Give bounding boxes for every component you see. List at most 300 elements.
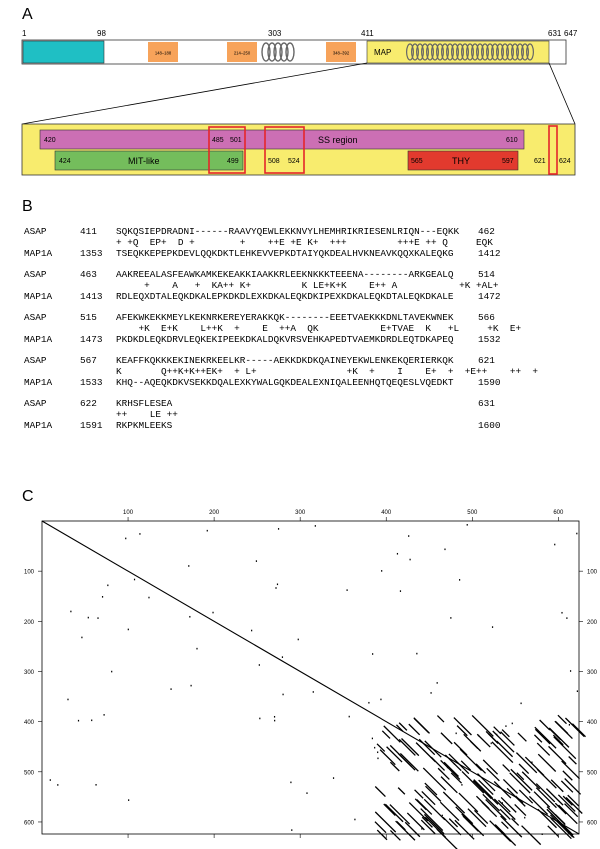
dotplot-segment bbox=[486, 800, 507, 820]
dotplot-dot bbox=[430, 692, 431, 694]
dotplot-segment bbox=[497, 741, 513, 757]
dotplot-segment bbox=[487, 794, 498, 805]
match-line bbox=[24, 366, 584, 377]
dotplot-segment bbox=[540, 720, 550, 730]
dotplot-dot bbox=[459, 579, 460, 581]
sequence-residues: PKDKDLEQKDRVLEQKEKIPEEKDKALDQKVRSVEHKAPEDTVAEMKDRDLEQTDKAPEQ bbox=[116, 334, 454, 345]
dotplot-dot bbox=[290, 782, 291, 784]
dotplot-segment bbox=[546, 789, 563, 806]
match-line bbox=[24, 280, 584, 291]
map-label: MAP bbox=[374, 48, 392, 57]
tick-303: 303 bbox=[268, 29, 282, 38]
dotplot-segment bbox=[558, 715, 567, 723]
dotplot-segment bbox=[440, 802, 459, 820]
dotplot-dot bbox=[50, 779, 51, 781]
dotplot-segment bbox=[390, 745, 412, 766]
dotplot-segment bbox=[421, 820, 435, 834]
dotplot-segment bbox=[516, 753, 536, 773]
match-line bbox=[24, 323, 584, 334]
dotplot-segment bbox=[534, 792, 550, 808]
dotplot-segment bbox=[377, 830, 387, 840]
dotplot-dot bbox=[444, 549, 445, 551]
dotplot-dot bbox=[313, 691, 314, 693]
dotplot-segment bbox=[459, 793, 478, 812]
dotplot-segment bbox=[535, 727, 556, 748]
dotplot-segment bbox=[516, 796, 523, 803]
dotplot-dot bbox=[88, 617, 89, 619]
alignment-block bbox=[24, 398, 584, 431]
dotplot-dot bbox=[111, 671, 112, 673]
sequence-name: ASAP bbox=[24, 398, 47, 409]
thy-end: 597 bbox=[502, 158, 514, 165]
dotplot-segment bbox=[384, 726, 401, 742]
dotplot-segment bbox=[555, 721, 573, 738]
bot-sequence-line bbox=[24, 248, 584, 259]
dotplot-segment bbox=[553, 735, 563, 745]
dotplot-dot bbox=[277, 583, 278, 585]
dotplot-segment bbox=[529, 796, 547, 814]
dotplot-segment bbox=[425, 817, 445, 837]
dotplot-dot bbox=[410, 559, 411, 561]
dotplot-segment bbox=[390, 805, 410, 825]
dotplot-segment bbox=[478, 774, 496, 791]
alignment-block bbox=[24, 226, 584, 259]
dotplot-segment bbox=[538, 809, 557, 828]
tick-98: 98 bbox=[97, 29, 106, 38]
dotplot-segment bbox=[551, 780, 563, 792]
dotplot-segment bbox=[501, 822, 508, 829]
dotplot-segment bbox=[398, 754, 415, 771]
box1-start: 485 bbox=[212, 137, 224, 144]
dotplot-segment bbox=[460, 749, 482, 770]
sequence-name: ASAP bbox=[24, 269, 47, 280]
box1-end: 501 bbox=[230, 137, 242, 144]
dotplot-segment bbox=[561, 781, 573, 792]
dotplot-dot bbox=[524, 817, 525, 819]
dotplot-segment bbox=[547, 809, 557, 819]
dotplot-segment bbox=[490, 821, 511, 842]
sequence-name: ASAP bbox=[24, 226, 47, 237]
sequence-start: 1353 bbox=[80, 248, 103, 259]
dotplot-segment bbox=[457, 726, 467, 736]
dotplot-dot bbox=[421, 828, 422, 830]
dotplot-dot bbox=[346, 589, 347, 591]
dotplot-segment bbox=[477, 734, 490, 747]
dotplot-segment bbox=[511, 769, 532, 790]
dotplot-tick-label: 500 bbox=[467, 510, 478, 516]
dotplot-segment bbox=[558, 795, 575, 812]
match-line bbox=[24, 237, 584, 248]
dotplot-segment bbox=[438, 768, 449, 779]
dotplot-segment bbox=[554, 737, 576, 759]
dotplot-dot bbox=[306, 792, 307, 794]
alignment-block bbox=[24, 312, 584, 345]
sequence-name: MAP1A bbox=[24, 291, 53, 302]
sequence-end: 1590 bbox=[478, 377, 501, 388]
dotplot-segment bbox=[562, 761, 580, 779]
dotplot-segment bbox=[501, 732, 515, 746]
dotplot-segment bbox=[476, 796, 489, 809]
dotplot-segment bbox=[551, 813, 573, 835]
dotplot-dot bbox=[491, 743, 492, 745]
dotplot-tick-label: 100 bbox=[23, 569, 34, 576]
dotplot-tick-label: 600 bbox=[587, 820, 598, 827]
dotplot-dot bbox=[566, 617, 567, 619]
dotplot-segment bbox=[536, 788, 556, 808]
dotplot-segment bbox=[454, 718, 472, 735]
alignment-block bbox=[24, 269, 584, 302]
dotplot-segment bbox=[550, 815, 572, 837]
dotplot-dot bbox=[189, 616, 190, 618]
dotplot-dot bbox=[520, 703, 521, 705]
sequence-end: 566 bbox=[478, 312, 495, 323]
dotplot-dot bbox=[437, 682, 438, 684]
dotplot-segment bbox=[454, 763, 461, 770]
box2-start: 508 bbox=[268, 158, 280, 165]
sequence-name: ASAP bbox=[24, 355, 47, 366]
dotplot-segment bbox=[422, 817, 432, 827]
dotplot-segment bbox=[536, 784, 555, 802]
dotplot-segment bbox=[559, 805, 578, 824]
dotplot-segment bbox=[502, 730, 509, 737]
dotplot-segment bbox=[445, 755, 455, 765]
dotplot-dot bbox=[107, 585, 108, 587]
sequence-residues: AFEKWKEKKMEYLKEKNRKEREYERAKKQK--------EEETVAEKKKDNLTAVEKWNEK bbox=[116, 312, 454, 323]
orange-box-2-label: 214–250 bbox=[233, 50, 251, 56]
dotplot-segment bbox=[487, 768, 500, 781]
match-symbols: + +Q EP+ D + + ++E +E K+ +++ +++E ++ Q EQK bbox=[116, 237, 493, 248]
dotplot-segment bbox=[423, 768, 445, 790]
dotplot-segment bbox=[572, 724, 585, 737]
dotplot-segment bbox=[488, 734, 498, 744]
dotplot-segment bbox=[385, 804, 403, 822]
dotplot-tick-label: 300 bbox=[23, 669, 34, 676]
dotplot-segment bbox=[519, 790, 532, 803]
dotplot-segment bbox=[415, 790, 424, 799]
dotplot-tick-label: 400 bbox=[381, 510, 392, 516]
right-end: 624 bbox=[559, 158, 571, 165]
dotplot-segment bbox=[396, 725, 403, 732]
zoom-line-left bbox=[22, 63, 367, 124]
dotplot-segment bbox=[556, 721, 568, 733]
dotplot-dot bbox=[408, 535, 409, 537]
dotplot-dot bbox=[148, 597, 149, 599]
sequence-start: 622 bbox=[80, 398, 97, 409]
dotplot-segment bbox=[415, 799, 426, 810]
dotplot-segment bbox=[449, 754, 469, 774]
dotplot-segment bbox=[397, 821, 406, 829]
dotplot-segment bbox=[375, 786, 385, 796]
dotplot-segment bbox=[557, 820, 574, 837]
dotplot-dot bbox=[374, 747, 375, 749]
sequence-name: MAP1A bbox=[24, 377, 53, 388]
dotplot-segment bbox=[425, 783, 437, 795]
dotplot-segment bbox=[444, 762, 458, 776]
sequence-name: MAP1A bbox=[24, 334, 53, 345]
tick-1: 1 bbox=[22, 29, 27, 38]
sequence-end: 631 bbox=[478, 398, 495, 409]
dotplot-segment bbox=[565, 779, 581, 795]
dotplot-segment bbox=[486, 731, 498, 743]
dotplot-segment bbox=[390, 762, 399, 771]
dotplot-dot bbox=[128, 799, 129, 801]
dotplot-dot bbox=[531, 761, 532, 763]
match-symbols: K Q++K+K++EK+ + L+ +K + I E+ + +E++ ++ + bbox=[116, 366, 538, 377]
dotplot-segment bbox=[547, 807, 565, 825]
mit-end: 499 bbox=[227, 158, 239, 165]
dotplot-segment bbox=[417, 800, 432, 815]
dotplot-segment bbox=[464, 734, 481, 751]
dotplot-dot bbox=[78, 720, 79, 722]
tick-647: 647 bbox=[564, 29, 578, 38]
dotplot-dot bbox=[333, 777, 334, 779]
dotplot-segment bbox=[405, 822, 420, 837]
dotplot-segment bbox=[483, 794, 500, 811]
dotplot-dot bbox=[67, 699, 68, 701]
dotplot-segment bbox=[549, 728, 560, 739]
dotplot-tick-label: 600 bbox=[23, 820, 34, 827]
dotplot-segment bbox=[519, 764, 529, 774]
dotplot-tick-label: 100 bbox=[123, 510, 134, 516]
dotplot-dot bbox=[542, 833, 543, 835]
dotplot-segment bbox=[399, 723, 407, 731]
dotplot-segment bbox=[503, 765, 510, 772]
dotplot-segment bbox=[548, 826, 559, 837]
dotplot-segment bbox=[551, 818, 572, 839]
dotplot-segment bbox=[422, 791, 435, 804]
dotplot-segment bbox=[512, 818, 519, 825]
ss-region-bar bbox=[40, 130, 524, 149]
sequence-end: 621 bbox=[478, 355, 495, 366]
dotplot-segment bbox=[522, 826, 541, 845]
dotplot-dot bbox=[170, 688, 171, 690]
sequence-start: 1473 bbox=[80, 334, 103, 345]
dotplot-segment bbox=[515, 804, 526, 815]
sequence-residues: KHQ--AQEQKDKVSEKKDQALEXKYWALGQKDEALEXNIQALEENHQTQEQESLVQEDKT bbox=[116, 377, 454, 388]
dotplot-dot bbox=[134, 579, 135, 581]
dotplot-segment bbox=[426, 786, 441, 801]
dotplot-dot bbox=[478, 735, 479, 737]
dotplot-segment bbox=[534, 735, 541, 742]
dotplot-dot bbox=[377, 751, 378, 753]
dotplot-dot bbox=[212, 612, 213, 614]
dotplot-dot bbox=[315, 525, 316, 527]
dotplot-segment bbox=[455, 820, 474, 839]
dotplot-segment bbox=[479, 780, 494, 794]
dotplot-segment bbox=[424, 814, 444, 833]
dotplot-segment bbox=[518, 733, 526, 741]
dotplot-segment bbox=[409, 724, 420, 735]
dotplot-segment bbox=[399, 739, 415, 755]
dotplot-dot bbox=[95, 784, 96, 786]
dotplot-dot bbox=[577, 690, 578, 692]
dotplot-dot bbox=[450, 617, 451, 619]
dotplot-segment bbox=[456, 807, 473, 824]
sequence-start: 567 bbox=[80, 355, 97, 366]
dotplot-segment bbox=[441, 760, 460, 779]
dotplot-segment bbox=[390, 830, 400, 840]
dotplot-dot bbox=[467, 524, 468, 526]
dotplot-segment bbox=[493, 731, 514, 752]
sequence-start: 515 bbox=[80, 312, 97, 323]
sequence-end: 462 bbox=[478, 226, 495, 237]
dotplot-segment bbox=[449, 819, 457, 827]
dotplot-dot bbox=[569, 724, 570, 726]
dotplot-dot bbox=[139, 533, 140, 535]
dotplot-dot bbox=[256, 560, 257, 562]
sequence-residues: AAKREEALASFEAWKAMKEKEAKKIAAKKRLEEKNKKKTEEENA--------ARKGEALQ bbox=[116, 269, 454, 280]
sequence-end: 1600 bbox=[478, 420, 501, 431]
dotplot-segment bbox=[517, 773, 524, 780]
dotplot-dot bbox=[57, 784, 58, 786]
dotplot-segment bbox=[462, 771, 484, 793]
sequence-residues: KRHSFLESEA bbox=[116, 398, 173, 409]
dotplot-dot bbox=[259, 718, 260, 720]
sequence-name: MAP1A bbox=[24, 420, 53, 431]
dotplot-segment bbox=[510, 773, 530, 793]
dotplot-segment bbox=[498, 800, 510, 812]
dotplot-dot bbox=[103, 714, 104, 716]
dotplot-dot bbox=[282, 694, 283, 696]
dotplot-segment bbox=[566, 797, 582, 813]
dotplot-segment bbox=[555, 803, 566, 814]
dotplot-segment bbox=[522, 772, 540, 789]
dotplot-segment bbox=[409, 803, 428, 821]
dotplot-dot bbox=[274, 716, 275, 718]
dotplot-segment bbox=[474, 780, 493, 799]
dotplot-tick-label: 500 bbox=[587, 770, 598, 777]
dotplot-dot bbox=[372, 738, 373, 740]
dotplot-dot bbox=[207, 530, 208, 532]
dotplot-dot bbox=[190, 685, 191, 687]
dotplot-segment bbox=[451, 773, 461, 783]
dotplot-dot bbox=[97, 617, 98, 619]
top-sequence-line bbox=[24, 312, 584, 323]
dotplot-segment bbox=[377, 744, 385, 752]
dotplot-dot bbox=[416, 653, 417, 655]
dotplot-segment bbox=[416, 743, 435, 762]
dotplot-tick-label: 600 bbox=[553, 510, 564, 516]
dotplot-dot bbox=[196, 648, 197, 650]
dotplot-segment bbox=[474, 810, 487, 823]
dotplot-tick-label: 500 bbox=[23, 770, 34, 777]
dotplot-segment bbox=[482, 802, 497, 817]
orange-box-1-label: 148–188 bbox=[154, 50, 172, 56]
dotplot-dot bbox=[372, 653, 373, 655]
top-sequence-line bbox=[24, 398, 584, 409]
dotplot-segment bbox=[476, 764, 486, 773]
sequence-end: 1412 bbox=[478, 248, 501, 259]
dotplot-segment bbox=[495, 825, 505, 834]
dotplot-dot bbox=[442, 815, 443, 817]
dotplot-segment bbox=[537, 769, 556, 788]
dotplot-segment bbox=[483, 760, 497, 774]
dotplot-dot bbox=[282, 656, 283, 658]
sequence-name: ASAP bbox=[24, 312, 47, 323]
dotplot-tick-label: 200 bbox=[587, 619, 598, 626]
dotplot-segment bbox=[384, 804, 396, 815]
sequence-start: 1591 bbox=[80, 420, 103, 431]
orange-box-3-label: 348–392 bbox=[332, 50, 350, 56]
dotplot-dot bbox=[259, 664, 260, 666]
dotplot-dot bbox=[492, 626, 493, 628]
dotplot-dot bbox=[275, 587, 276, 589]
dotplot-dot bbox=[298, 639, 299, 641]
dotplot-segment bbox=[494, 799, 515, 820]
zoom-line-right bbox=[549, 63, 575, 124]
dotplot-segment bbox=[400, 753, 418, 771]
bot-sequence-line bbox=[24, 377, 584, 388]
dotplot-segment bbox=[454, 742, 467, 755]
dotplot-tick-label: 200 bbox=[23, 619, 34, 626]
dotplot-segment bbox=[424, 799, 445, 819]
dotplot-segment bbox=[421, 809, 443, 831]
top-sequence-line bbox=[24, 269, 584, 280]
sequence-name: MAP1A bbox=[24, 248, 53, 259]
bot-sequence-line bbox=[24, 291, 584, 302]
dotplot-dot bbox=[128, 629, 129, 631]
dotplot-dot bbox=[381, 570, 382, 572]
sequence-end: 1472 bbox=[478, 291, 501, 302]
right-start: 621 bbox=[534, 158, 546, 165]
dotplot-dot bbox=[400, 590, 401, 592]
dotplot-dot bbox=[380, 699, 381, 701]
dotplot-tick-label: 400 bbox=[587, 720, 598, 727]
dotplot-segment bbox=[549, 746, 567, 763]
dotplot-segment bbox=[382, 731, 390, 739]
dotplot-dot bbox=[502, 802, 503, 804]
dotplot-segment bbox=[387, 747, 402, 762]
dotplot-diagonal bbox=[42, 521, 579, 834]
sequence-start: 463 bbox=[80, 269, 97, 280]
dotplot-segment bbox=[463, 816, 479, 831]
mit-start: 424 bbox=[59, 158, 71, 165]
dotplot-dot bbox=[461, 784, 462, 786]
dotplot-segment bbox=[443, 792, 464, 813]
dotplot-segment bbox=[419, 739, 435, 754]
bot-sequence-line bbox=[24, 420, 584, 431]
match-symbols: ++ LE ++ bbox=[116, 409, 178, 420]
dotplot-segment bbox=[431, 757, 444, 770]
ss-label: SS region bbox=[318, 135, 358, 145]
sequence-residues: SQKQSIEPDRADNI------RAAVYQEWLEKKNVYLHEMHRIKRIESENLRIQN---EQKK bbox=[116, 226, 460, 237]
dotplot-segment bbox=[375, 822, 386, 833]
dotplot-dot bbox=[70, 611, 71, 613]
dotplot-segment bbox=[565, 718, 584, 737]
cyan-domain bbox=[23, 41, 104, 63]
dotplot-dot bbox=[274, 720, 275, 722]
dotplot-segment bbox=[497, 827, 516, 846]
sequence-start: 1413 bbox=[80, 291, 103, 302]
dotplot-segment bbox=[538, 754, 555, 771]
sequence-start: 1533 bbox=[80, 377, 103, 388]
dotplot-segment bbox=[535, 729, 550, 744]
panel-a-label: A bbox=[22, 6, 33, 23]
mit-label: MIT-like bbox=[128, 156, 160, 166]
dotplot-segment bbox=[414, 719, 428, 733]
bot-sequence-line bbox=[24, 334, 584, 345]
dotplot-segment bbox=[500, 809, 510, 819]
dotplot-dot bbox=[397, 553, 398, 555]
dotplot-segment bbox=[425, 741, 441, 757]
dotplot-tick-label: 300 bbox=[587, 669, 598, 676]
dotplot-segment bbox=[414, 718, 430, 734]
dotplot-segment bbox=[407, 813, 424, 830]
dotplot-tick-label: 400 bbox=[23, 720, 34, 727]
dotplot-segment bbox=[494, 727, 501, 734]
tick-631: 631 bbox=[548, 29, 562, 38]
dotplot-segment bbox=[441, 733, 452, 744]
